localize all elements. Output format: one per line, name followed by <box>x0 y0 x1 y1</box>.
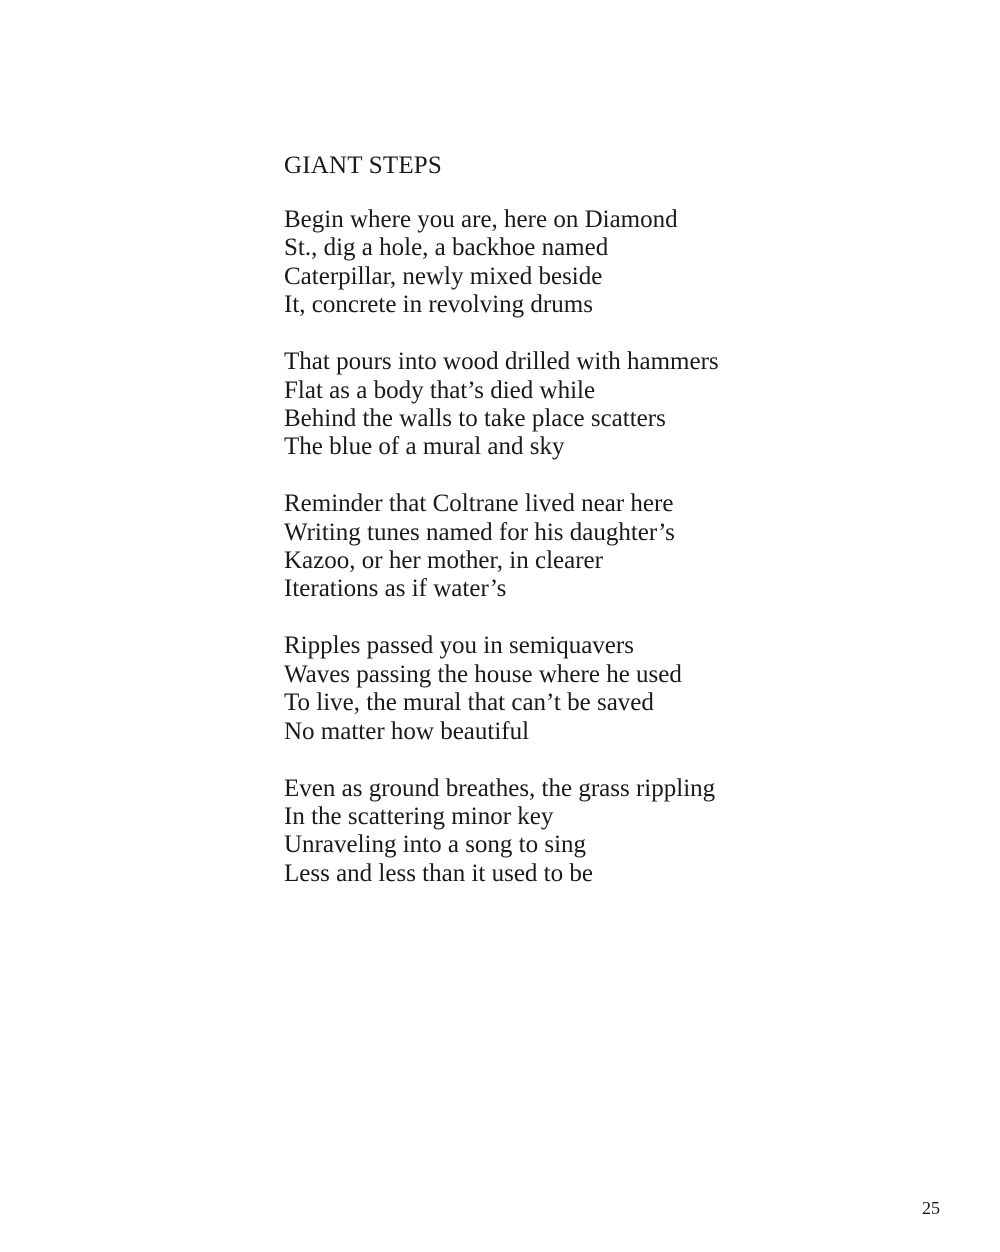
stanza-5 <box>284 775 944 889</box>
poem-line: In the scattering minor key <box>284 802 554 830</box>
poem-line: Flat as a body that’s died while <box>284 376 596 404</box>
stanza-1 <box>284 206 944 320</box>
poem-line: No matter how beautiful <box>284 717 530 745</box>
poem-line: Less and less than it used to be <box>284 859 593 887</box>
poem-line: St., dig a hole, a backhoe named <box>284 234 609 262</box>
poem-line: Begin where you are, here on Diamond <box>284 206 678 233</box>
stanza-3 <box>284 490 944 604</box>
poem-line: That pours into wood drilled with hammers <box>284 348 719 376</box>
poem-line: Caterpillar, newly mixed beside <box>284 262 603 290</box>
poem-line: Even as ground breathes, the grass rippling <box>284 774 716 802</box>
poem-line: The blue of a mural and sky <box>284 433 565 461</box>
poem-title: GIANT STEPS <box>284 152 443 179</box>
stanza-2 <box>284 348 944 462</box>
stanza-4 <box>284 632 944 746</box>
poem-line: Iterations as if water’s <box>284 575 507 603</box>
poem-line: Behind the walls to take place scatters <box>284 404 666 432</box>
poem-body <box>284 206 944 917</box>
poem-line: Reminder that Coltrane lived near here <box>284 490 674 518</box>
poem-line: To live, the mural that can’t be saved <box>284 689 654 717</box>
poem-line: Kazoo, or her mother, in clearer <box>284 547 603 575</box>
page-number: 25 <box>922 1198 940 1218</box>
poem-line: Ripples passed you in semiquavers <box>284 632 634 660</box>
poem-line: Waves passing the house where he used <box>284 660 682 688</box>
poem-line: It, concrete in revolving drums <box>284 291 593 319</box>
poem-line: Unraveling into a song to sing <box>284 831 587 859</box>
poem-line: Writing tunes named for his daughter’s <box>284 518 675 546</box>
